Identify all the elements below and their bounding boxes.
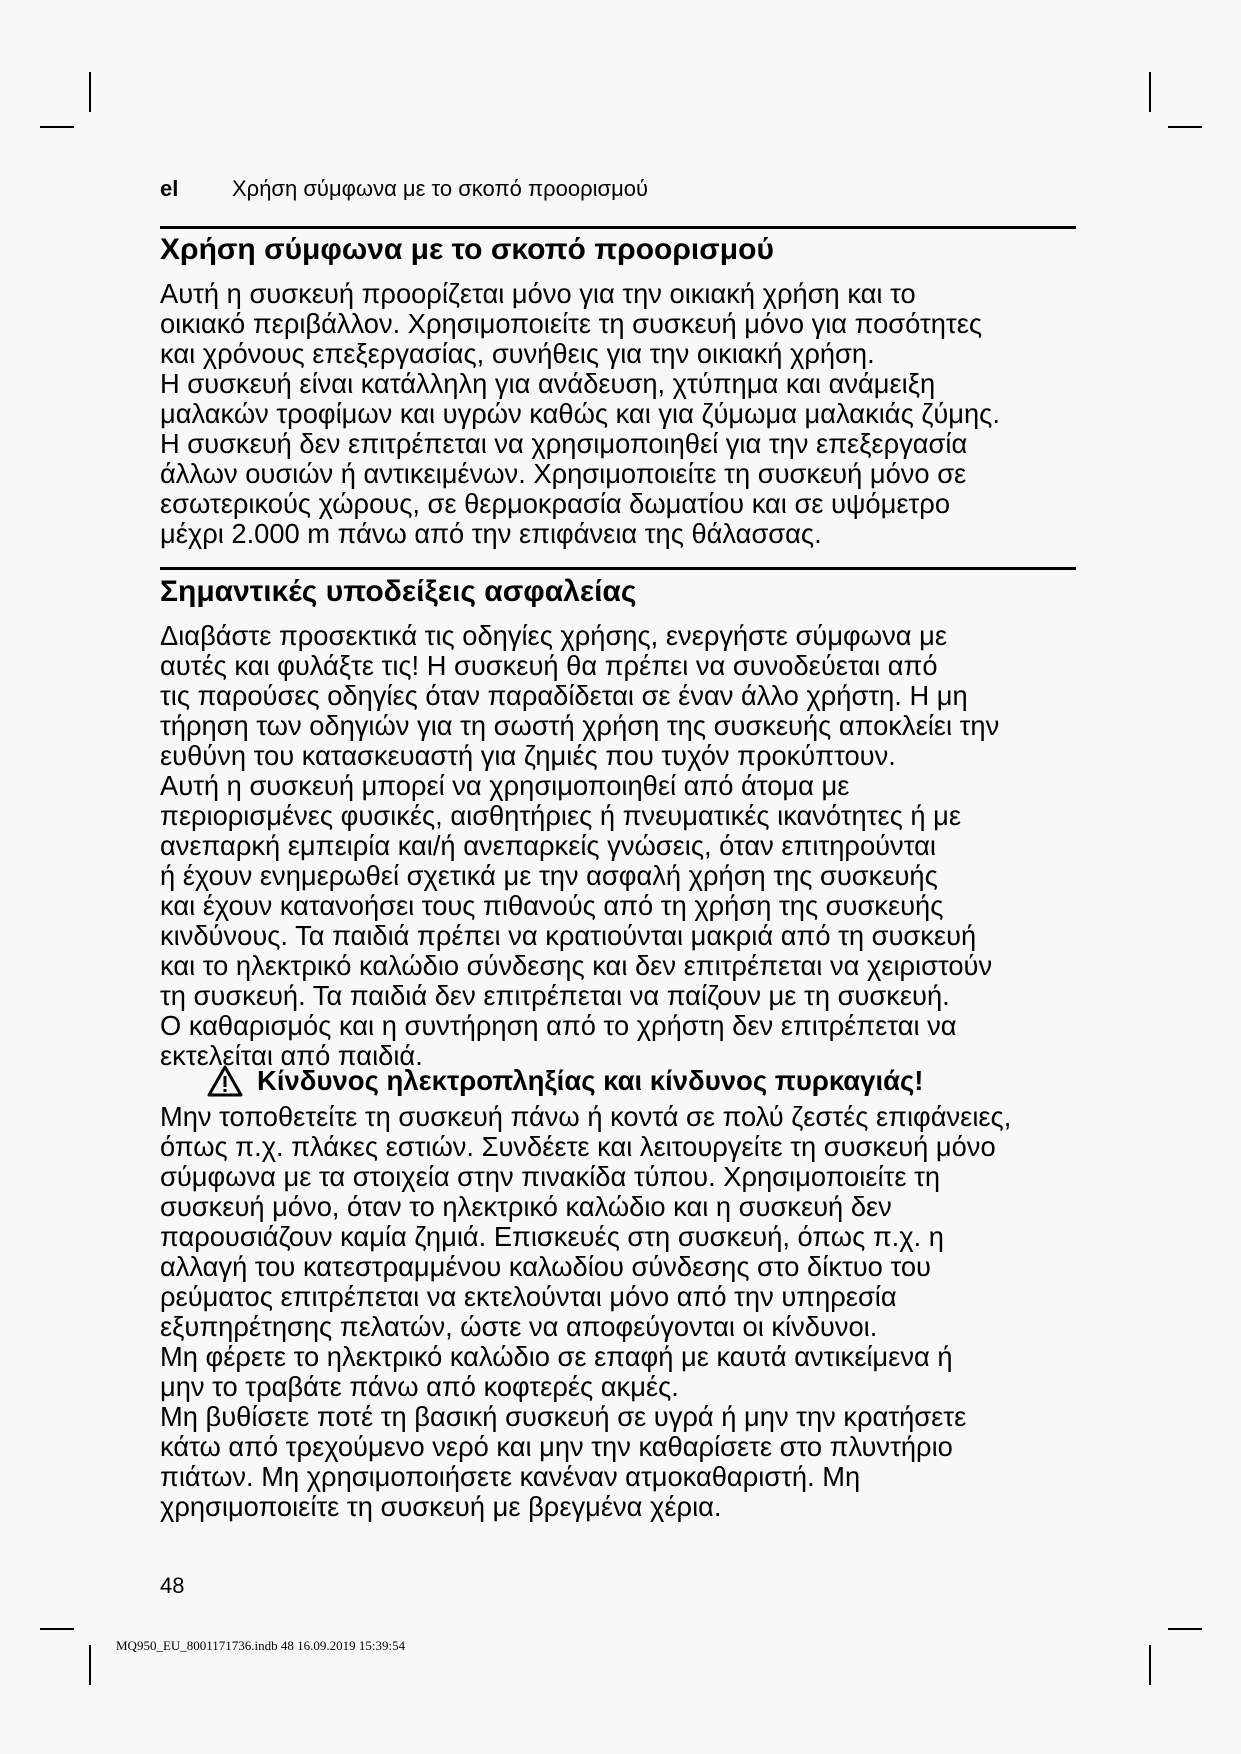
page-number: 48 bbox=[160, 1573, 185, 1598]
crop-mark bbox=[1149, 72, 1151, 112]
text-line: τήρηση των οδηγιών για τη σωστή χρήση της συσκευής αποκλείει την bbox=[160, 710, 1000, 741]
print-slug: MQ950_EU_8001171736.indb 48 16.09.2019 15:39:54 bbox=[116, 1638, 406, 1653]
text-line: οικιακό περιβάλλον. Χρησιμοποιείτε τη συσκευή μόνο για ποσότητες bbox=[160, 308, 983, 339]
text-line: κινδύνους. Τα παιδιά πρέπει να κρατιούνται μακριά από τη συσκευή bbox=[160, 920, 977, 951]
text-line: Μην τοποθετείτε τη συσκευή πάνω ή κοντά σε πολύ ζεστές επιφάνειες, bbox=[160, 1101, 1012, 1132]
text-line: και χρόνους επεξεργασίας, συνήθεις για την οικιακή χρήση. bbox=[160, 338, 875, 369]
intended-use-paragraph bbox=[160, 279, 1090, 549]
text-line: εκτελείται από παιδιά. bbox=[160, 1040, 423, 1071]
crop-mark bbox=[89, 72, 91, 112]
crop-mark bbox=[1149, 1645, 1151, 1685]
text-line: Η συσκευή δεν επιτρέπεται να χρησιμοποιηθεί για την επεξεργασία bbox=[160, 428, 968, 459]
text-line: τη συσκευή. Τα παιδιά δεν επιτρέπεται να παίζουν με τη συσκευή. bbox=[160, 980, 950, 1011]
text-line: μαλακών τροφίμων και υγρών καθώς και για ζύμωμα μαλακιάς ζύμης. bbox=[160, 398, 1000, 429]
text-line: σύμφωνα με τα στοιχεία στην πινακίδα τύπου. Χρησιμοποιείτε τη bbox=[160, 1161, 941, 1192]
text-line: Αυτή η συσκευή προορίζεται μόνο για την οικιακή χρήση και το bbox=[160, 278, 916, 309]
crop-mark bbox=[40, 1628, 74, 1630]
text-line: παρουσιάζουν καμία ζημιά. Επισκευές στη συσκευή, όπως π.χ. η bbox=[160, 1221, 944, 1252]
text-line: τις παρούσες οδηγίες όταν παραδίδεται σε έναν άλλο χρήστη. Η μη bbox=[160, 680, 968, 711]
text-line: όπως π.χ. πλάκες εστιών. Συνδέετε και λειτουργείτε τη συσκευή μόνο bbox=[160, 1131, 996, 1162]
text-line: ευθύνη του κατασκευαστή για ζημιές που τυχόν προκύπτουν. bbox=[160, 740, 896, 771]
running-header bbox=[160, 176, 648, 202]
text-line: συσκευή μόνο, όταν το ηλεκτρικό καλώδιο και η συσκευή δεν bbox=[160, 1191, 892, 1222]
text-line: μέχρι 2.000 m πάνω από την επιφάνεια της θάλασσας. bbox=[160, 518, 822, 549]
text-line: κάτω από τρεχούμενο νερό και μην την καθαρίσετε στο πλυντήριο bbox=[160, 1431, 953, 1462]
crop-mark bbox=[1168, 126, 1202, 128]
text-line: Ο καθαρισμός και η συντήρηση από το χρήστη δεν επιτρέπεται να bbox=[160, 1010, 957, 1041]
text-line: αλλαγή του κατεστραμμένου καλωδίου σύνδεσης στο δίκτυο του bbox=[160, 1251, 931, 1282]
text-line: ρεύματος επιτρέπεται να εκτελούνται μόνο από την υπηρεσία bbox=[160, 1281, 897, 1312]
crop-mark bbox=[89, 1645, 91, 1685]
text-line: περιορισμένες φυσικές, αισθητήριες ή πνευματικές ικανότητες ή με bbox=[160, 800, 962, 831]
text-line: Αυτή η συσκευή μπορεί να χρησιμοποιηθεί από άτομα με bbox=[160, 770, 850, 801]
text-line: πιάτων. Μη χρησιμοποιήσετε κανέναν ατμοκαθαριστή. Μη bbox=[160, 1461, 861, 1492]
section-title-intended-use: Χρήση σύμφωνα με το σκοπό προορισμού bbox=[160, 233, 774, 266]
text-line: ανεπαρκή εμπειρία και/ή ανεπαρκείς γνώσεις, όταν επιτηρούνται bbox=[160, 830, 936, 861]
language-code: el bbox=[160, 176, 179, 201]
text-line: Μη βυθίσετε ποτέ τη βασική συσκευή σε υγρά ή μην την κρατήσετε bbox=[160, 1401, 967, 1432]
section-divider bbox=[160, 226, 1076, 229]
warning-heading bbox=[207, 1065, 923, 1097]
text-line: και έχουν κατανοήσει τους πιθανούς από τη χρήση της συσκευής bbox=[160, 890, 944, 921]
section-title-safety: Σημαντικές υποδείξεις ασφαλείας bbox=[160, 575, 637, 608]
section-divider bbox=[160, 567, 1076, 570]
warning-title: Κίνδυνος ηλεκτροπληξίας και κίνδυνος πυρκαγιάς! bbox=[257, 1065, 924, 1096]
running-title: Χρήση σύμφωνα με το σκοπό προορισμού bbox=[232, 176, 649, 201]
warning-paragraph bbox=[160, 1102, 1090, 1522]
text-line: αυτές και φυλάξτε τις! Η συσκευή θα πρέπει να συνοδεύεται από bbox=[160, 650, 938, 681]
text-line: εξυπηρέτησης πελατών, ώστε να αποφεύγονται οι κίνδυνοι. bbox=[160, 1311, 878, 1342]
warning-triangle-icon bbox=[207, 1065, 243, 1097]
text-line: Η συσκευή είναι κατάλληλη για ανάδευση, χτύπημα και ανάμειξη bbox=[160, 368, 936, 399]
text-line: και το ηλεκτρικό καλώδιο σύνδεσης και δεν επιτρέπεται να χειριστούν bbox=[160, 950, 993, 981]
text-line: Μη φέρετε το ηλεκτρικό καλώδιο σε επαφή με καυτά αντικείμενα ή bbox=[160, 1341, 953, 1372]
text-line: χρησιμοποιείτε τη συσκευή με βρεγμένα χέρια. bbox=[160, 1491, 722, 1522]
text-line: Διαβάστε προσεκτικά τις οδηγίες χρήσης, ενεργήστε σύμφωνα με bbox=[160, 620, 947, 651]
text-line: μην το τραβάτε πάνω από κοφτερές ακμές. bbox=[160, 1371, 679, 1402]
text-line: εσωτερικούς χώρους, σε θερμοκρασία δωματίου και σε υψόμετρο bbox=[160, 488, 950, 519]
crop-mark bbox=[1168, 1628, 1202, 1630]
text-line: άλλων ουσιών ή αντικειμένων. Χρησιμοποιείτε τη συσκευή μόνο σε bbox=[160, 458, 967, 489]
crop-mark bbox=[40, 126, 74, 128]
text-line: ή έχουν ενημερωθεί σχετικά με την ασφαλή χρήση της συσκευής bbox=[160, 860, 938, 891]
safety-paragraph bbox=[160, 621, 1090, 1071]
